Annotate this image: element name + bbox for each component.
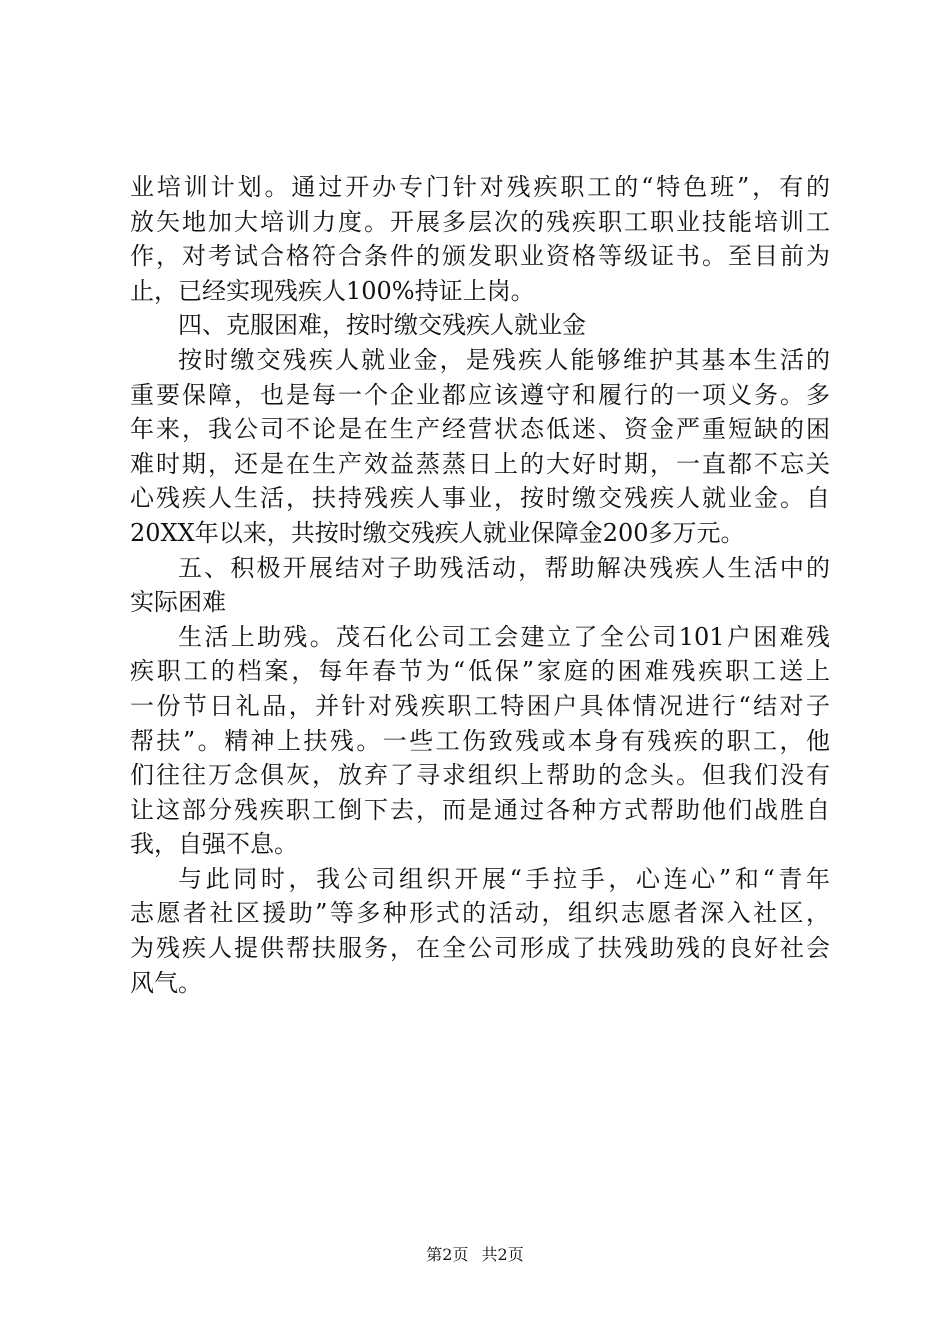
text-line: 四、克服困难，按时缴交残疾人就业金 [178, 311, 586, 340]
text-line: 年来，我公司不论是在生产经营状态低迷、资金严重短缺的困 [130, 415, 830, 444]
text-line: 实际困难 [130, 588, 226, 617]
text-line: 志愿者社区援助”等多种形式的活动，组织志愿者深入社区， [130, 899, 830, 928]
text-line: 按时缴交残疾人就业金，是残疾人能够维护其基本生活的 [178, 345, 830, 374]
text-line: 我，自强不息。 [130, 830, 298, 859]
text-line: 作，对考试合格符合条件的颁发职业资格等级证书。至目前为 [130, 242, 830, 271]
text-line: 心残疾人生活，扶持残疾人事业，按时缴交残疾人就业金。自 [130, 484, 830, 513]
text-line: 五、积极开展结对子助残活动，帮助解决残疾人生活中的 [178, 553, 830, 582]
text-line: 帮扶”。精神上扶残。一些工伤致残或本身有残疾的职工，他 [130, 726, 830, 755]
text-line: 为残疾人提供帮扶服务，在全公司形成了扶残助残的良好社会 [130, 934, 830, 963]
page-footer [0, 1243, 950, 1267]
document-body [130, 170, 830, 1000]
text-line: 与此同时，我公司组织开展“手拉手，心连心”和“青年 [178, 864, 830, 893]
text-line: 一份节日礼品，并针对残疾职工特困户具体情况进行“结对子 [130, 691, 830, 720]
text-line: 们往往万念俱灰，放弃了寻求组织上帮助的念头。但我们没有 [130, 761, 830, 790]
text-line: 难时期，还是在生产效益蒸蒸日上的大好时期，一直都不忘关 [130, 449, 830, 478]
text-line: 让这部分残疾职工倒下去，而是通过各种方式帮助他们战胜自 [130, 795, 830, 824]
page-total: 共2页 [481, 1245, 524, 1264]
text-line: 20XX年以来，共按时缴交残疾人就业保障金200多万元。 [130, 518, 745, 547]
text-line: 业培训计划。通过开办专门针对残疾职工的“特色班”，有的 [130, 173, 830, 201]
text-line: 疾职工的档案，每年春节为“低保”家庭的困难残疾职工送上 [130, 657, 830, 686]
text-line: 重要保障，也是每一个企业都应该遵守和履行的一项义务。多 [130, 380, 830, 409]
text-line: 风气。 [130, 968, 202, 997]
text-line: 放矢地加大培训力度。开展多层次的残疾职工职业技能培训工 [130, 207, 830, 236]
page-number: 第2页 [426, 1245, 469, 1264]
text-line: 生活上助残。茂石化公司工会建立了全公司101户困难残 [178, 622, 830, 651]
text-line: 止，已经实现残疾人100%持证上岗。 [130, 276, 535, 305]
